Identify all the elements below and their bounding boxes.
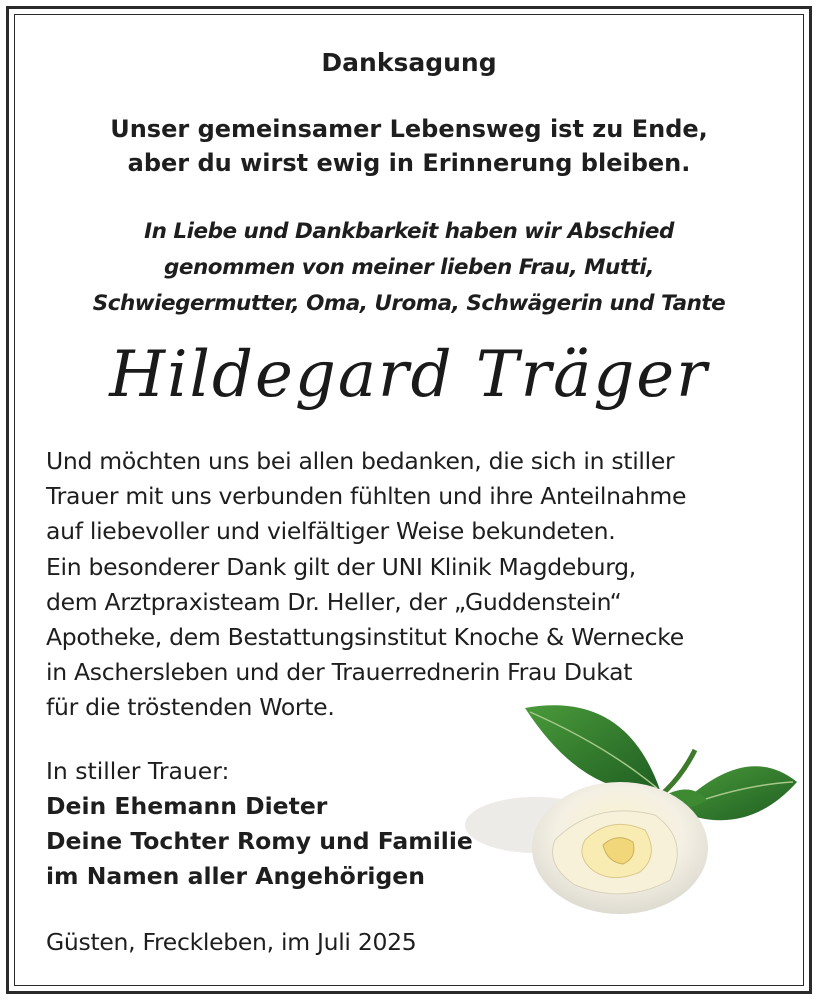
intro-text bbox=[0, 214, 818, 322]
thanks-line: für die tröstenden Worte. bbox=[46, 693, 335, 722]
deceased-name: Hildegard Träger bbox=[109, 338, 709, 412]
thanks-line: Ein besonderer Dank gilt der UNI Klinik Magdeburg, bbox=[46, 552, 636, 581]
mourner-name: im Namen aller Angehörigen bbox=[46, 862, 425, 890]
mourning-intro: In stiller Trauer: bbox=[46, 757, 230, 785]
page-title: Danksagung bbox=[321, 48, 497, 77]
mourner-name: Dein Ehemann Dieter bbox=[46, 792, 328, 820]
thanks-line: Trauer mit uns verbunden fühlten und ihre Anteilnahme bbox=[46, 482, 687, 511]
thanks-text bbox=[46, 444, 786, 726]
white-rose-icon bbox=[445, 690, 805, 950]
intro-line: In Liebe und Dankbarkeit haben wir Abschied bbox=[144, 219, 674, 244]
motto-line: Unser gemeinsamer Lebensweg ist zu Ende, bbox=[110, 115, 708, 143]
thanks-line: auf liebevoller und vielfältiger Weise bekundeten. bbox=[46, 517, 616, 546]
mourner-name: Deine Tochter Romy und Familie bbox=[46, 827, 473, 855]
thanks-line: in Aschersleben und der Trauerrednerin Frau Dukat bbox=[46, 658, 633, 687]
thanks-line: Apotheke, dem Bestattungsinstitut Knoche & Wernecke bbox=[46, 623, 684, 652]
signers-block bbox=[46, 754, 473, 894]
intro-line: genommen von meiner lieben Frau, Mutti, bbox=[164, 255, 654, 280]
place-date: Güsten, Freckleben, im Juli 2025 bbox=[46, 928, 417, 956]
thanks-line: Und möchten uns bei allen bedanken, die sich in stiller bbox=[46, 447, 675, 475]
motto bbox=[0, 112, 818, 180]
motto-line: aber du wirst ewig in Erinnerung bleiben. bbox=[127, 149, 691, 177]
intro-line: Schwiegermutter, Oma, Uroma, Schwägerin und Tante bbox=[92, 291, 726, 316]
thanks-line: dem Arztpraxisteam Dr. Heller, der „Guddenstein“ bbox=[46, 587, 622, 616]
